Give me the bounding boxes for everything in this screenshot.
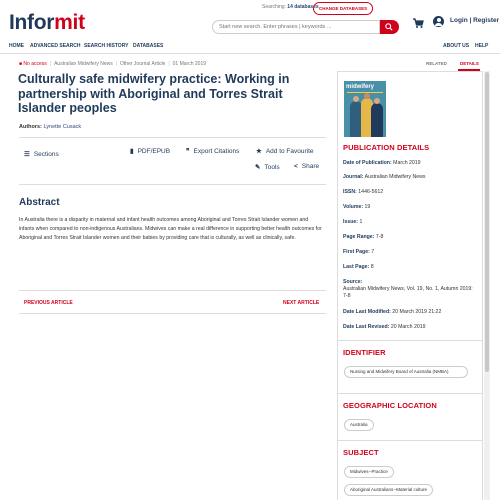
previous-article-link[interactable]: PREVIOUS ARTICLE — [24, 300, 73, 306]
quote-icon: ❞ — [186, 148, 190, 155]
article-meta: ■ No access | Australian Midwifery News | Other Journal Article | 01 March 2019 — [19, 61, 207, 67]
geographic-location-heading: GEOGRAPHIC LOCATION — [343, 401, 437, 410]
abstract-heading: Abstract — [19, 197, 60, 208]
field-volume: Volume: 19 — [343, 204, 371, 210]
main-nav — [0, 41, 500, 54]
share-button[interactable]: < Share — [294, 163, 320, 170]
article-title: Culturally safe midwifery practice: Working in partnership with Aboriginal and Torres Strait Islander peoples — [18, 72, 290, 115]
nav-advanced-search[interactable]: ADVANCED SEARCH — [30, 43, 81, 49]
article-type: Other Journal Article — [120, 61, 166, 67]
subject-chip[interactable]: Midwives--Practice — [344, 466, 394, 478]
field-last-page: Last Page: 8 — [343, 264, 374, 270]
search-input[interactable] — [212, 20, 380, 34]
nav-help[interactable]: HELP — [475, 43, 489, 49]
authors: Authors: Lynette Cusack — [19, 124, 82, 130]
searching-databases-text: Searching: 14 databases — [262, 4, 319, 10]
share-icon: < — [294, 163, 298, 170]
site-header — [0, 0, 500, 40]
list-icon: ☰ — [24, 151, 30, 158]
tab-related[interactable]: RELATED — [426, 61, 447, 66]
search-icon — [385, 23, 393, 31]
nav-about-us[interactable]: ABOUT US — [443, 43, 470, 49]
geographic-location-chip[interactable]: Australia — [344, 419, 374, 431]
identifier-heading: IDENTIFIER — [343, 348, 386, 357]
tab-details[interactable]: DETAILS — [460, 61, 479, 66]
field-issn: ISSN: 1446-5612 — [343, 189, 384, 195]
pdf-epub-button[interactable]: ▮ PDF/EPUB — [130, 148, 171, 155]
field-source: Source: Australian Midwifery News, Vol. 19, No. 1, Autumn 2019: 7-8 — [343, 279, 473, 299]
journal-link[interactable]: Australian Midwifery News — [54, 61, 113, 67]
no-access-badge: ■ No access — [19, 61, 47, 67]
author-link[interactable]: Lynette Cusack — [43, 124, 82, 130]
sections-button[interactable]: ☰ Sections — [24, 151, 59, 158]
field-journal: Journal: Australian Midwifery News — [343, 174, 426, 180]
login-register-link[interactable]: Login | Register — [450, 17, 500, 24]
tools-button[interactable]: ✎ Tools — [255, 164, 280, 171]
star-icon: ★ — [256, 148, 262, 155]
journal-cover-image: midwifery — [344, 81, 386, 137]
panel-scrollbar-thumb[interactable] — [485, 72, 489, 372]
field-date-last-modified: Date Last Modified: 20 March 2019 21:22 — [343, 309, 442, 315]
export-citations-button[interactable]: ❞ Export Citations — [186, 148, 240, 155]
nav-databases[interactable]: DATABASES — [133, 43, 164, 49]
field-date-last-revised: Date Last Revised: 20 March 2019 — [343, 324, 426, 330]
subject-heading: SUBJECT — [343, 448, 379, 457]
user-icon[interactable] — [433, 16, 444, 27]
search-button[interactable] — [380, 20, 399, 34]
field-page-range: Page Range: 7-8 — [343, 234, 384, 240]
wrench-icon: ✎ — [255, 164, 261, 171]
nav-search-history[interactable]: SEARCH HISTORY — [84, 43, 129, 49]
next-article-link[interactable]: NEXT ARTICLE — [283, 300, 320, 306]
abstract-text: In Australia there is a disparity in maternal and infant health outcomes among Aboriginal and Torres Strait Islander women and infants when compared to non-indigenous Australians. Midwives can make a real difference in supporting better health outcomes for Aboriginal and Torres Strait Islander women and their babies by providing care that is culturally, as well as clinically, safe. — [19, 217, 322, 241]
panel-tabs — [340, 58, 488, 71]
database-count-link[interactable]: 14 databases — [287, 4, 319, 10]
informit-logo[interactable]: Informit — [9, 11, 85, 34]
field-first-page: First Page: 7 — [343, 249, 375, 255]
add-to-favourite-button[interactable]: ★ Add to Favourite — [256, 148, 314, 155]
change-databases-button[interactable]: CHANGE DATABASES — [313, 2, 373, 15]
nav-home[interactable]: HOME — [9, 43, 24, 49]
article-date: 01 March 2019 — [172, 61, 207, 67]
subject-chip[interactable]: Aboriginal Australians--Material culture — [344, 484, 433, 496]
field-date-of-publication: Date of Publication: March 2019 — [343, 160, 421, 166]
identifier-chip[interactable]: Nursing and Midwifery Board of Australia (NMBA) — [344, 366, 468, 378]
publication-details-heading: PUBLICATION DETAILS — [343, 143, 430, 152]
document-icon: ▮ — [130, 148, 134, 155]
lock-icon: ■ — [19, 61, 23, 67]
cart-icon[interactable] — [412, 17, 424, 29]
field-issue: Issue: 1 — [343, 219, 363, 225]
